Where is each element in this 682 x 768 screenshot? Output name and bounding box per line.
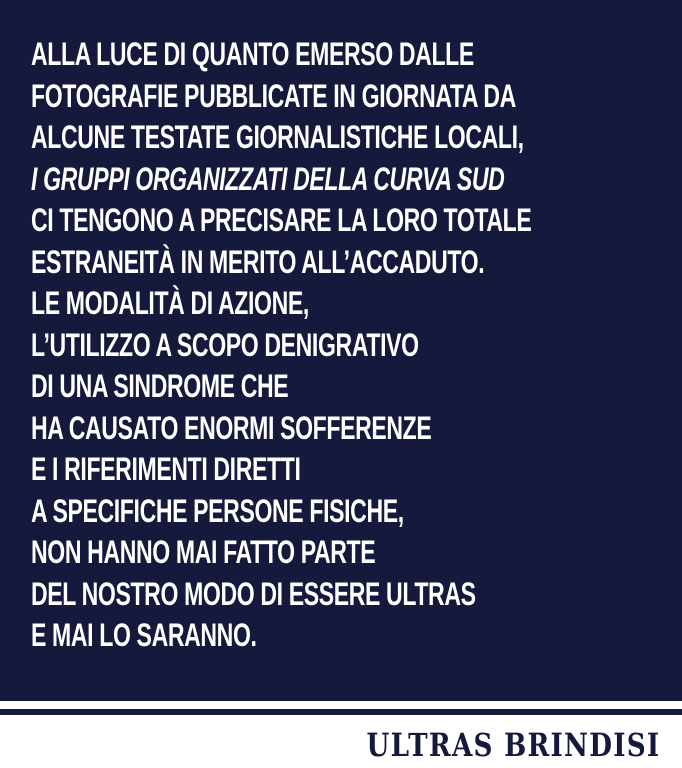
statement-line: E I RIFERIMENTI DIRETTI [31, 451, 301, 487]
statement-line: DEL NOSTRO MODO DI ESSERE ULTRAS [31, 575, 476, 612]
signature: ULTRAS BRINDISI [366, 726, 660, 764]
statement-line: ESTRANEITÀ IN MERITO ALL’ACCADUTO. [31, 243, 485, 280]
statement-line: DI UNA SINDROME CHE [31, 368, 289, 404]
statement-line: A SPECIFICHE PERSONE FISICHE, [31, 492, 404, 529]
statement-line: L’UTILIZZO A SCOPO DENIGRATIVO [31, 326, 419, 363]
statement-line: CI TENGONO A PRECISARE LA LORO TOTALE [31, 202, 532, 238]
statement-text [31, 34, 661, 657]
statement-line: FOTOGRAFIE PUBBLICATE IN GIORNATA DA [31, 77, 516, 114]
statement-line: E MAI LO SARANNO. [31, 617, 257, 653]
statement-line: I GRUPPI ORGANIZZATI DELLA CURVA SUD [31, 160, 505, 197]
statement-line: LE MODALITÀ DI AZIONE, [31, 285, 309, 321]
statement-line: ALLA LUCE DI QUANTO EMERSO DALLE [31, 36, 474, 72]
statement-line: NON HANNO MAI FATTO PARTE [31, 534, 376, 570]
statement-line: ALCUNE TESTATE GIORNALISTICHE LOCALI, [31, 119, 524, 155]
statement-line: HA CAUSATO ENORMI SOFFERENZE [31, 409, 432, 446]
footer [0, 715, 682, 768]
